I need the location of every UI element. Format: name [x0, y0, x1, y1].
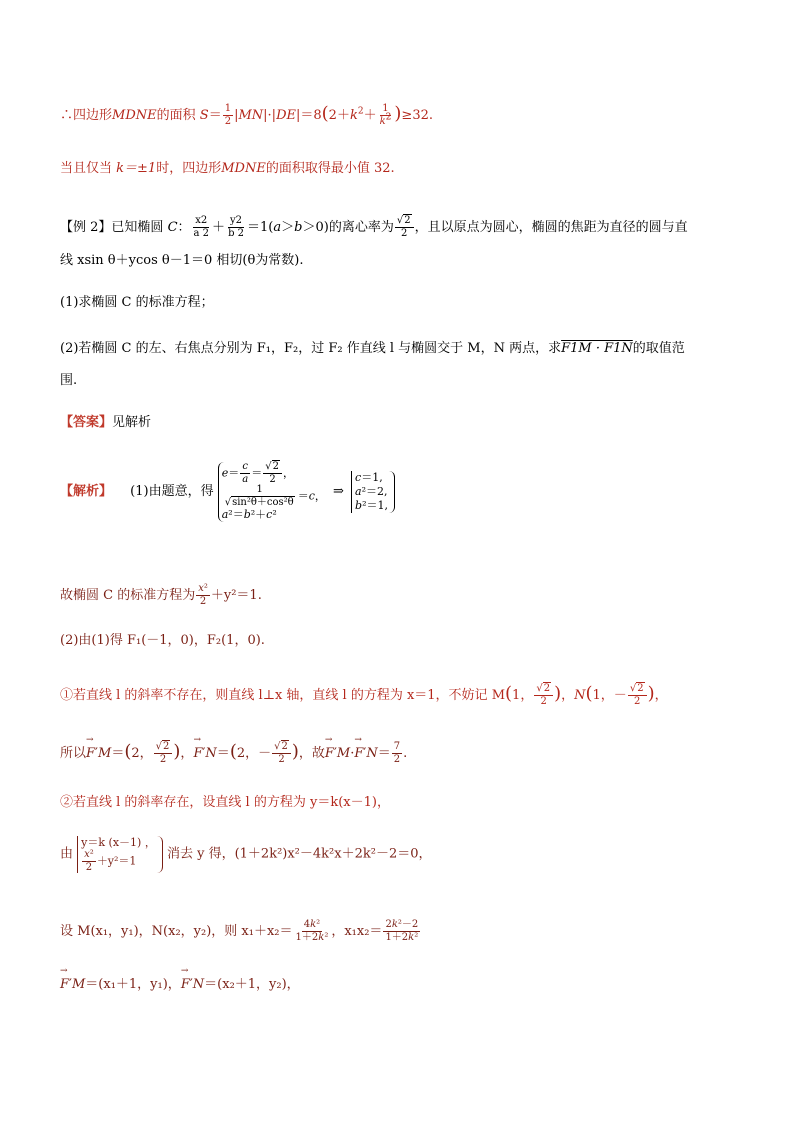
area-line: ∴四边形MDNE的面积 S＝ $\frac{1}{2}$ $|MN|\cdot|DE|=8(2+k^2+$ $\frac{1}{k^2}$ )≥32. — [60, 103, 433, 127]
question-2-text: (2)若椭圆 C 的左、右焦点分别为 F₁，F₂，过 F₂ 作直线 l 与椭圆交于 M，N 两点，求 — [60, 341, 562, 356]
vector-line-b: ＝(x₂＋1，y₂)， — [204, 977, 300, 992]
case-1-vec-lead: 所以 — [60, 746, 87, 761]
vector-line: → F′M＝(x₁＋1，y₁)，→ F′N＝(x₂＋1，y₂)， — [60, 976, 300, 994]
area-quad: MDNE — [112, 108, 157, 123]
vector-line-a: ＝(x₁＋1，y₁)， — [85, 977, 181, 992]
min-mid: 时，四边形 — [156, 161, 222, 176]
minimum-line — [60, 160, 395, 178]
example-tag: 【例 2】 — [60, 220, 112, 235]
question-1: (1)求椭圆 C 的标准方程； — [60, 295, 214, 310]
question-2-vector: F1M · F1N — [561, 341, 633, 356]
example-stem-line1: 【例 2】已知椭圆 C： $\frac{x2}{a 2}$ ＋ $\frac{y2}{b 2}$ ＝1(a＞b＞0)的离心率为 $\frac{√2}{2}$ ，且以原点为圆心，椭圆的焦距为直径的圆与直 — [60, 215, 688, 239]
question-2-line2: 围. — [60, 373, 78, 388]
answer-text: 见解析 — [112, 415, 152, 430]
example-stem-tail: ，且以原点为圆心，椭圆的焦距为直径的圆与直 — [414, 220, 688, 235]
case-1-vectors: 所以→ F′M＝(2， $\frac{√2}{2}$ )，→ F′N＝(2，－ $\frac{√2}{2}$ )，故→ F′M·→ F′N＝ $\frac{7}{2}$ . — [60, 742, 407, 765]
standard-equation: 故椭圆 C 的标准方程为 $\frac{\text{x²}}{2}$ ＋y²＝1. — [60, 583, 262, 607]
case-1-result: ＝ — [377, 746, 391, 761]
condition-system: e＝ $\frac{c}{a}$ ＝ $\frac{√2}{2}$ ， $\frac{1}{\text{√sin²θ＋cos²θ}}$ ＝c， a²＝b²＋c² — [218, 462, 326, 522]
line-ellipse-system: y＝k (x－1) ， $\frac{\text{x²}}{2}$ ＋y²＝1 — [77, 836, 163, 873]
system-eq1: y＝k (x－1) ， — [81, 836, 156, 849]
example-stem-c: C — [167, 220, 178, 235]
case-1-text: ①若直线 l 的斜率不存在，则直线 l⊥x 轴，直线 l 的方程为 x＝1，不妨记 M — [60, 688, 506, 703]
system-eq2-tail: ＋y²＝1 — [96, 854, 137, 868]
system-line — [60, 836, 432, 873]
example-stem-a: 已知椭圆 — [111, 220, 164, 235]
min-prefix: 当且仅当 — [60, 161, 113, 176]
analysis-part1: 【解析】 (1)由题意，得 e＝ $\frac{c}{a}$ ＝ $\frac{√2}{2}$ ， $\frac{1}{\text{√sin²θ＋cos²θ}}$ ＝c， a²＝b²＋c² ⇒ c＝1, a²＝2, b²＝1, — [60, 462, 395, 522]
eliminate-text: 消去 y 得，(1＋2k²)x²－4k²x＋2k²－2＝0， — [166, 846, 432, 862]
area-prefix: ∴四边形 — [60, 108, 113, 123]
vieta-lead: 设 M(x₁，y₁)，N(x₂，y₂)，则 x₁＋x₂＝ — [60, 924, 293, 939]
analysis-tag: 【解析】 — [60, 484, 113, 499]
area-formula-tail: ≥32. — [401, 108, 433, 123]
area-mid: 的面积 — [156, 108, 196, 123]
question-2-line1 — [60, 340, 685, 358]
std-eq-lead: 故椭圆 C 的标准方程为 — [60, 588, 196, 603]
vieta-mid: ，x₁x₂＝ — [331, 924, 383, 939]
min-tail: 的面积取得最小值 32. — [265, 161, 395, 176]
example-stem-line2: 线 xsin θ＋ycos θ－1＝0 相切(θ为常数). — [60, 253, 304, 268]
case-2: ②若直线 l 的斜率存在，设直线 l 的方程为 y＝k(x－1)， — [60, 795, 390, 810]
answer-tag: 【答案】 — [60, 415, 113, 430]
std-eq-tail: ＋y²＝1. — [210, 588, 262, 603]
result-system: c＝1, a²＝2, b²＝1, — [351, 471, 395, 513]
system-lead: 由 — [60, 846, 74, 862]
min-quad: MDNE — [221, 161, 266, 176]
analysis-p1-lead: (1)由题意，得 — [130, 484, 214, 499]
case-1: ①若直线 l 的斜率不存在，则直线 l⊥x 轴，直线 l 的方程为 x＝1，不妨记 M(1， $\frac{√2}{2}$ )，N(1，－ $\frac{√2}{2}$ )， — [60, 683, 668, 707]
answer-line — [60, 414, 151, 432]
question-2-tail: 的取值范 — [632, 341, 685, 356]
min-cond: k＝±1 — [116, 161, 157, 176]
vieta-line: 设 M(x₁，y₁)，N(x₂，y₂)，则 x₁＋x₂＝ $\frac{\text{4k²}}{\text{1＋2k²}}$ ，x₁x₂＝ $\frac{\text{2k²－2}}{\text{1＋2k²}}$ — [60, 919, 419, 943]
case-1-vec-tail: ，故 — [298, 746, 325, 761]
analysis-part2: (2)由(1)得 F₁(－1，0)，F₂(1，0). — [60, 633, 265, 648]
example-stem-b: 的离心率为 — [328, 220, 394, 235]
